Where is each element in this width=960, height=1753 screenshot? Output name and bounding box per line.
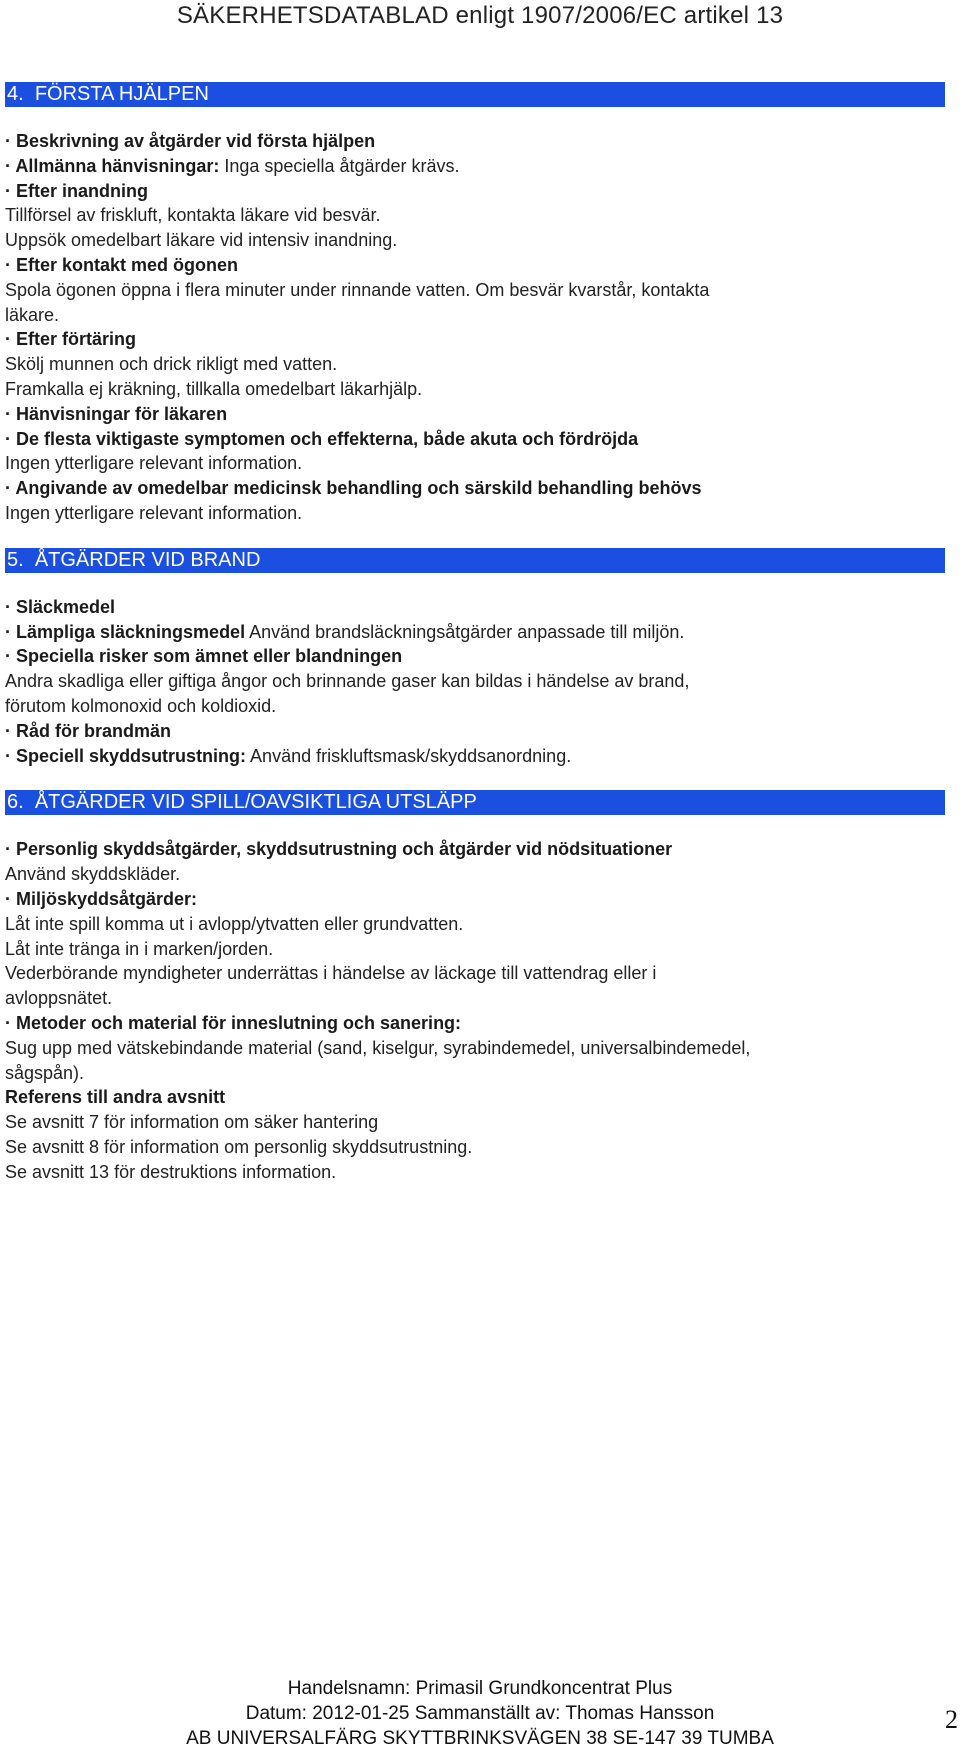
line-label: · Lämpliga släckningsmedel — [5, 621, 246, 642]
line-text: Låt inte spill komma ut i avlopp/ytvatten eller grundvatten. — [5, 913, 464, 934]
text-line — [5, 377, 945, 402]
section-title: ÅTGÄRDER VID BRAND — [34, 548, 261, 571]
text-line — [5, 937, 945, 962]
text-line — [5, 352, 945, 377]
line-label: · Efter inandning — [5, 180, 148, 201]
line-text: Använd friskluftsmask/skyddsanordning. — [246, 745, 572, 766]
line-text: förutom kolmonoxid och koldioxid. — [5, 695, 277, 716]
text-line — [5, 862, 945, 887]
section-heading — [5, 790, 945, 815]
text-line — [5, 501, 945, 526]
line-text: Tillförsel av friskluft, kontakta läkare vid besvär. — [5, 205, 381, 226]
text-line — [5, 1061, 945, 1086]
text-line — [5, 595, 945, 620]
text-line — [5, 669, 945, 694]
text-line — [5, 303, 945, 328]
text-line — [5, 1160, 945, 1185]
text-line — [5, 451, 945, 476]
text-line — [5, 427, 945, 452]
line-label: · Speciell skyddsutrustning: — [5, 745, 247, 766]
section-title: FÖRSTA HJÄLPEN — [34, 83, 209, 105]
line-text: läkare. — [5, 304, 60, 325]
text-line — [5, 129, 945, 154]
text-line — [5, 961, 945, 986]
line-label: · Allmänna hänvisningar: — [5, 155, 220, 176]
line-text: Använd brandsläckningsåtgärder anpassade till miljön. — [245, 621, 685, 642]
section-4 — [5, 82, 945, 526]
line-text: Andra skadliga eller giftiga ångor och brinnande gaser kan bildas i händelse av brand, — [5, 671, 690, 692]
section-5 — [5, 548, 945, 769]
section-heading — [5, 548, 945, 573]
section-number: 5. — [7, 548, 24, 571]
text-line — [5, 620, 945, 645]
section-heading — [5, 82, 945, 107]
line-label: · Miljöskyddsåtgärder: — [5, 888, 198, 909]
text-line — [5, 1135, 945, 1160]
text-line — [5, 253, 945, 278]
line-label: · Släckmedel — [5, 596, 116, 617]
text-line — [5, 744, 945, 769]
document-footer — [0, 1676, 960, 1751]
section-number: 4. — [7, 83, 24, 105]
text-line — [5, 694, 945, 719]
line-text: sågspån). — [5, 1062, 85, 1083]
line-text: Framkalla ej kräkning, tillkalla omedelbart läkarhjälp. — [5, 378, 423, 399]
text-line — [5, 1110, 945, 1135]
text-line — [5, 1085, 945, 1110]
document-body — [5, 82, 945, 1206]
line-label: · Speciella risker som ämnet eller blandningen — [5, 646, 403, 667]
text-line — [5, 837, 945, 862]
section-number: 6. — [7, 791, 24, 814]
line-text: avloppsnätet. — [5, 988, 113, 1009]
text-line — [5, 644, 945, 669]
line-text: Inga speciella åtgärder krävs. — [219, 155, 460, 176]
line-text: Se avsnitt 8 för information om personlig skyddsutrustning. — [5, 1136, 473, 1157]
line-text: Se avsnitt 7 för information om säker hantering — [5, 1112, 379, 1133]
line-label: · De flesta viktigaste symptomen och effekterna, både akuta och fördröjda — [5, 428, 639, 449]
text-line — [5, 278, 945, 303]
line-text: Låt inte tränga in i marken/jorden. — [5, 938, 274, 959]
line-text: Ingen ytterligare relevant information. — [5, 453, 303, 474]
text-line — [5, 154, 945, 179]
text-line — [5, 887, 945, 912]
line-label: · Råd för brandmän — [5, 720, 172, 741]
text-line — [5, 476, 945, 501]
line-text: Skölj munnen och drick rikligt med vatten. — [5, 354, 338, 375]
text-line — [5, 203, 945, 228]
footer-trade-name: Handelsnamn: Primasil Grundkoncentrat Plus — [287, 1678, 673, 1699]
section-6 — [5, 790, 945, 1184]
line-text: Se avsnitt 13 för destruktions information. — [5, 1161, 337, 1182]
page-number: 2 — [945, 1705, 958, 1734]
line-label: · Personlig skyddsåtgärder, skyddsutrustning och åtgärder vid nödsituationer — [5, 839, 673, 860]
text-line — [5, 327, 945, 352]
line-label: · Efter förtäring — [5, 329, 137, 350]
line-text: Spola ögonen öppna i flera minuter under rinnande vatten. Om besvär kvarstår, kontakta — [5, 279, 710, 300]
text-line — [5, 1011, 945, 1036]
footer-company: AB UNIVERSALFÄRG SKYTTBRINKSVÄGEN 38 SE-147 39 TUMBA — [186, 1728, 774, 1749]
text-line — [5, 179, 945, 204]
section-title: ÅTGÄRDER VID SPILL/OAVSIKTLIGA UTSLÄPP — [34, 791, 477, 814]
footer-date-line: Datum: 2012-01-25 Sammanställt av: Thomas Hansson — [245, 1703, 715, 1724]
text-line — [5, 986, 945, 1011]
line-label: · Beskrivning av åtgärder vid första hjälpen — [5, 131, 376, 151]
text-line — [5, 402, 945, 427]
line-text: Ingen ytterligare relevant information. — [5, 502, 303, 523]
text-line — [5, 719, 945, 744]
document-header-title: SÄKERHETSDATABLAD enligt 1907/2006/EC artikel 13 — [176, 2, 784, 29]
line-text: Uppsök omedelbart läkare vid intensiv inandning. — [5, 230, 398, 251]
line-text: Vederbörande myndigheter underrättas i händelse av läckage till vattendrag eller i — [5, 963, 657, 984]
line-label: · Angivande av omedelbar medicinsk behandling och särskild behandling behövs — [5, 478, 702, 499]
text-line — [5, 1036, 945, 1061]
text-line — [5, 228, 945, 253]
line-label: Referens till andra avsnitt — [5, 1087, 226, 1108]
line-text: Sug upp med vätskebindande material (sand, kiselgur, syrabindemedel, universalbindemedel, — [5, 1037, 751, 1058]
line-label: · Metoder och material för inneslutning och sanering: — [5, 1012, 462, 1033]
line-label: · Hänvisningar för läkaren — [5, 403, 228, 424]
text-line — [5, 912, 945, 937]
line-text: Använd skyddskläder. — [5, 864, 181, 885]
line-label: · Efter kontakt med ögonen — [5, 254, 239, 275]
